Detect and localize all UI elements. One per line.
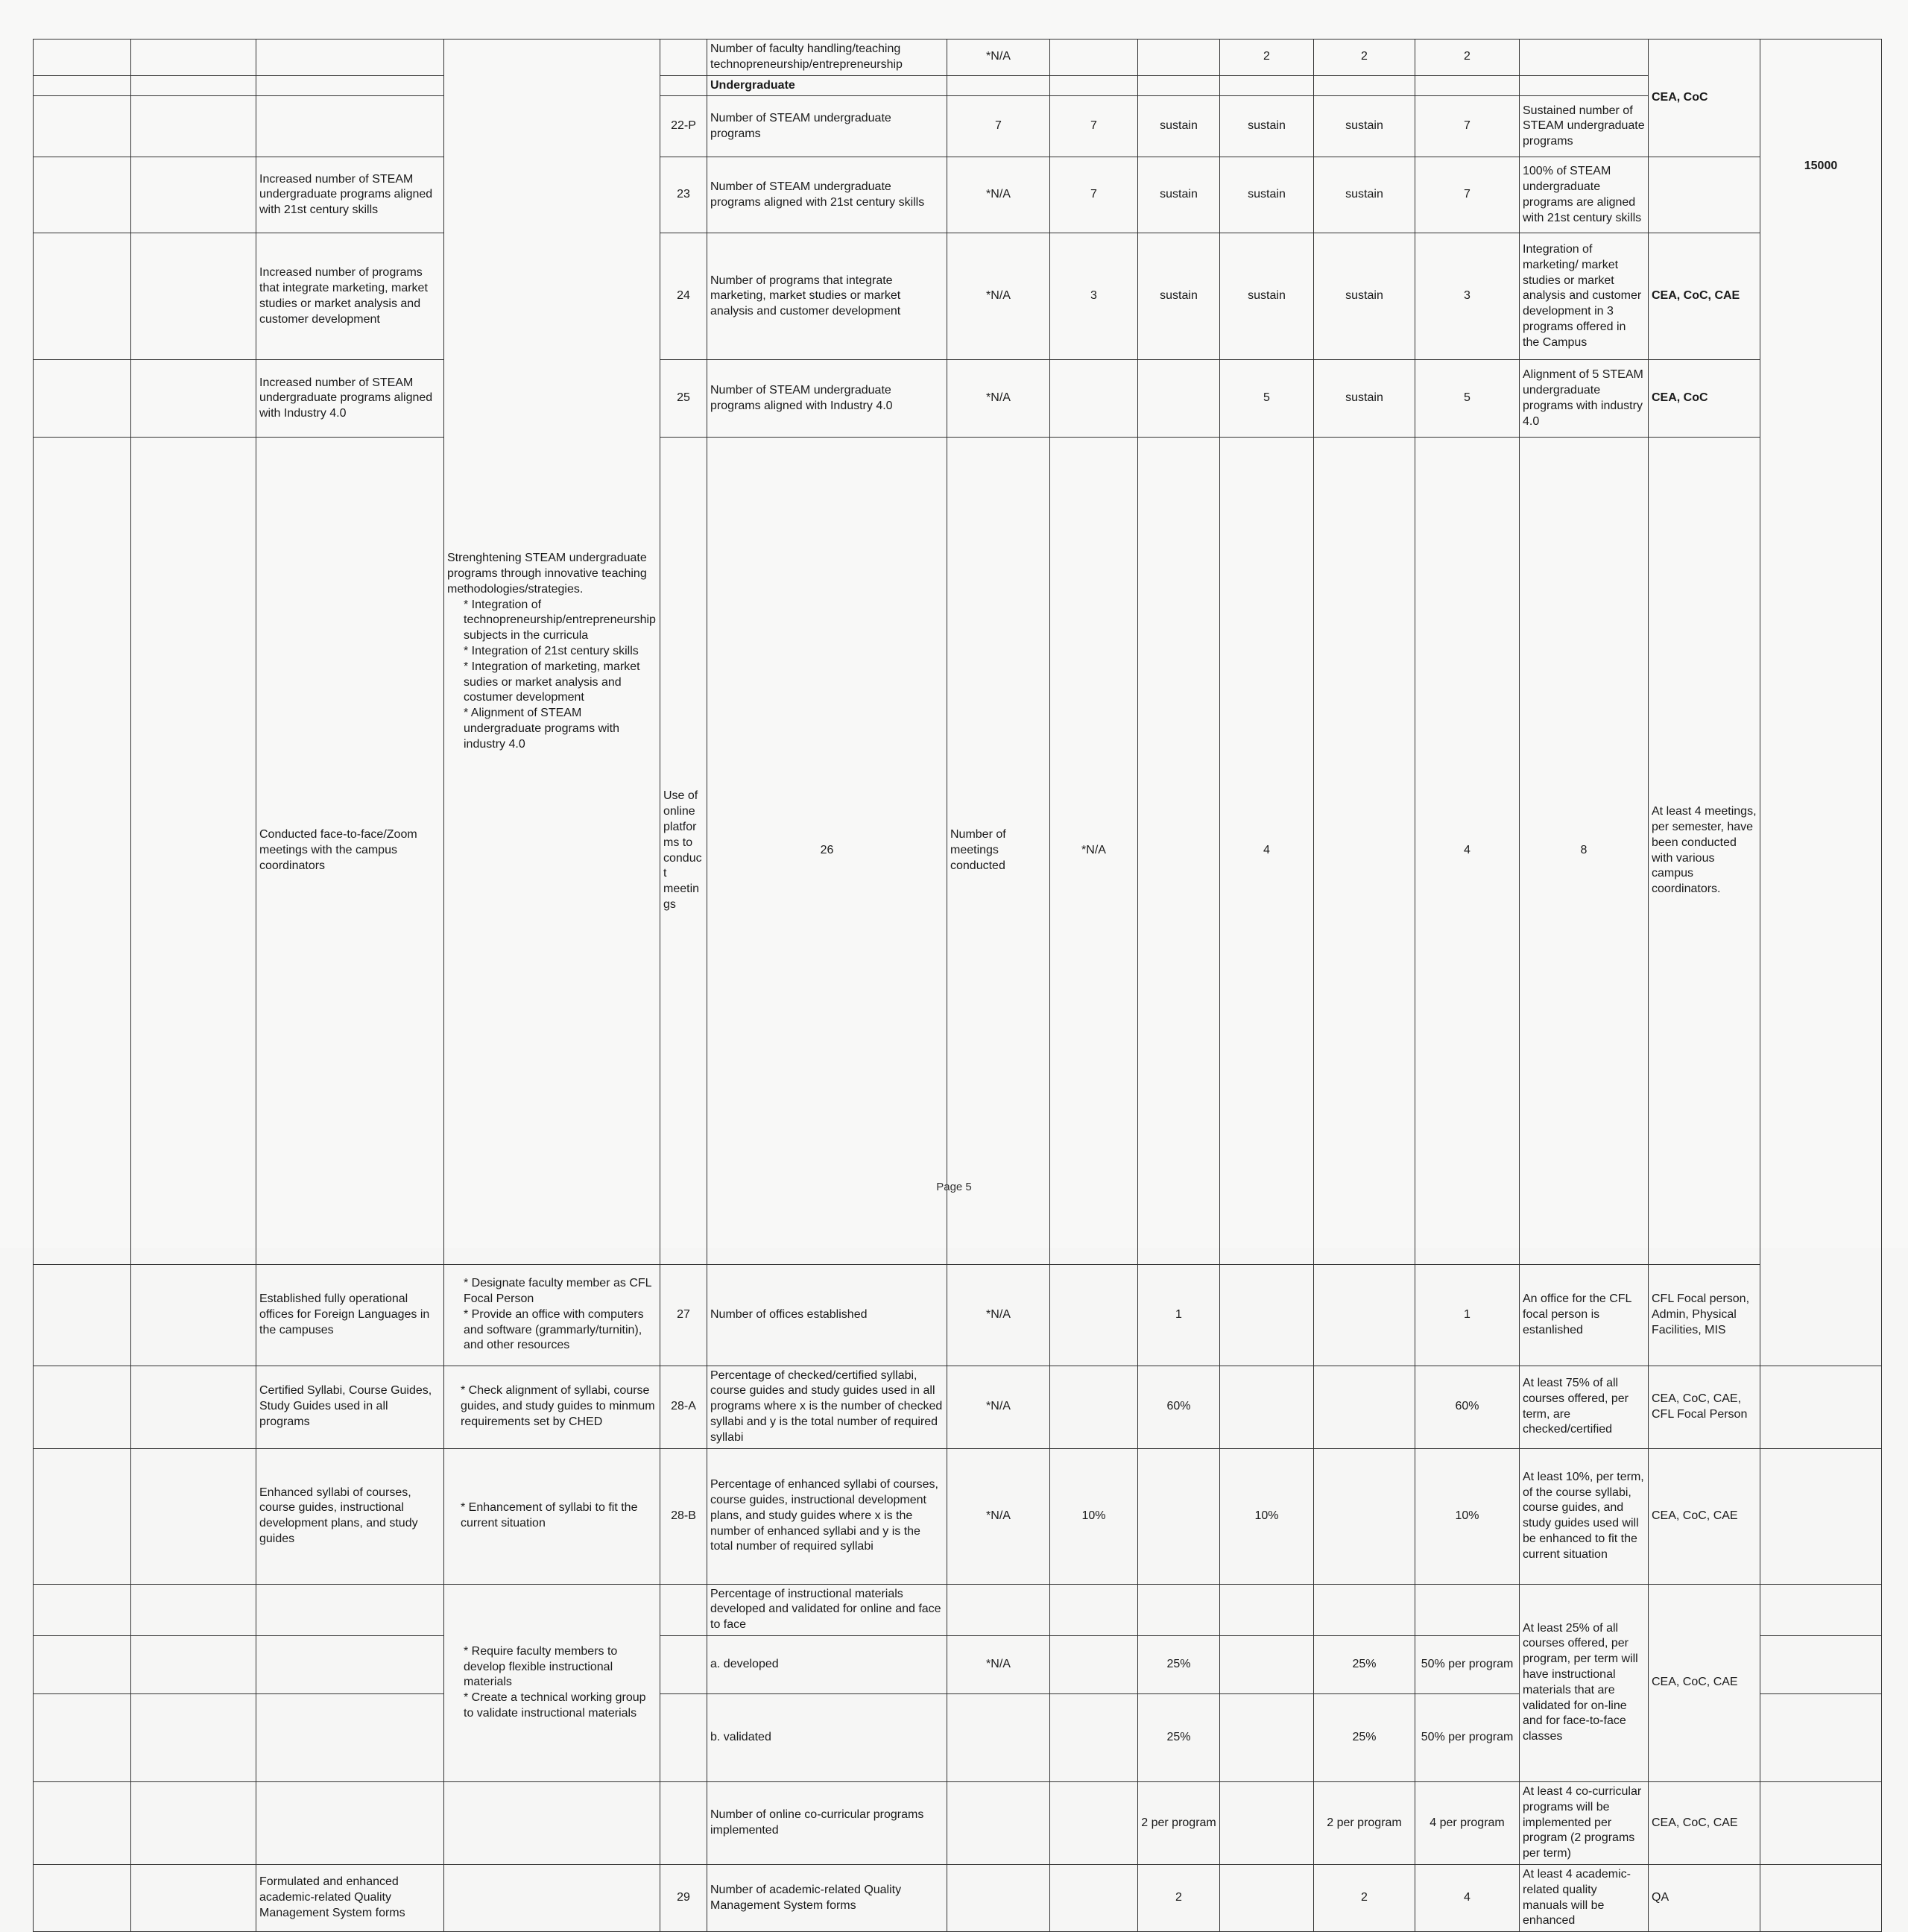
table-row: 22-P Number of STEAM undergraduate programs 7 7 sustain sustain sustain 7 Sustained number of STEAM undergraduate programs xyxy=(34,96,1882,157)
table-row: Enhanced syllabi of courses, course guides, instructional development plans, and study guides * Enhancement of syllabi to fit the current situation 28-B Percentage of enhanced syllabi of courses, course guides, instructional development plans, and study guides where x is the number of enhanced syllabi and y is the total number of required syllabi *N/A 10% 10% 10% At least 10%, per term, of the course syllabi, course guides, and study guides used will be enhanced to fit the current situation CEA, CoC, CAE xyxy=(34,1448,1882,1584)
table-row: Increased number of STEAM undergraduate programs aligned with 21st century skills 23 Number of STEAM undergraduate programs aligned with 21st century skills *N/A 7 sustain sustain sustain 7 100% of STEAM undergraduate programs are aligned with 21st century skills xyxy=(34,157,1882,233)
table-row: b. validated 25% 25% 50% per program xyxy=(34,1694,1882,1782)
table-row: Strenghtening STEAM undergraduate programs through innovative teaching methodologies/strategies. * Integration of technopreneurship/entrepreneurship subjects in the curricula * Integration of 21st century skills * Integration of marketing, market sudies or market analysis and costumer development * Alignment of STEAM undergraduate programs with industry 4.0 Number of faculty handling/teaching technopreneurship/entrepreneurship *N/A 2 2 2 CEA, CoC 15000 xyxy=(34,40,1882,76)
table-row xyxy=(34,75,1882,96)
table-row: a. developed *N/A 25% 25% 50% per program xyxy=(34,1636,1882,1694)
strategy-steam: Strenghtening STEAM undergraduate programs through innovative teaching methodologies/strategies. * Integration of technopreneurship/entrepreneurship subjects in the curricula * Integration of 21st century skills * Integration of marketing, market sudies or market analysis and costumer development * Alignment of STEAM undergraduate programs with industry 4.0 xyxy=(444,40,660,1265)
table-row: Certified Syllabi, Course Guides, Study Guides used in all programs * Check alignment of syllabi, course guides, and study guides to minmum requirements set by CHED 28-A Percentage of checked/certified syllabi, course guides and study guides used in all programs where x is the number of checked syllabi and y is the total number of required syllabi *N/A 60% 60% At least 75% of all courses offered, per term, are checked/certified CEA, CoC, CAE, CFL Focal Person xyxy=(34,1366,1882,1448)
table-row: Increased number of STEAM undergraduate programs aligned with Industry 4.0 25 Number of STEAM undergraduate programs aligned with Industry 4.0 *N/A 5 sustain 5 Alignment of 5 STEAM undergraduate programs with industry 4.0 CEA, CoC xyxy=(34,360,1882,438)
section-heading: Undergraduate xyxy=(707,75,947,96)
indicator: Number of faculty handling/teaching technopreneurship/entrepreneurship xyxy=(707,40,947,76)
table-row: Established fully operational offices for Foreign Languages in the campuses * Designate faculty member as CFL Focal Person * Provide an office with computers and software (grammarly/turnitin), and other resources 27 Number of offices established *N/A 1 1 An office for the CFL focal person is estanlished CFL Focal person, Admin, Physical Facilities, MIS xyxy=(34,1264,1882,1366)
table-row: Increased number of programs that integrate marketing, market studies or market analysis and customer development 24 Number of programs that integrate marketing, market studies or market analysis and customer development *N/A 3 sustain sustain sustain 3 Integration of marketing/ market studies or market analysis and customer development in 3 programs offered in the Campus CEA, CoC, CAE xyxy=(34,233,1882,360)
table-row: Conducted face-to-face/Zoom meetings with the campus coordinators Use of online platforms to conduct meetings 26 Number of meetings conducted *N/A 4 4 8 At least 4 meetings, per semester, have been conducted with various campus coordinators. xyxy=(34,438,1882,1264)
responsible-unit: CEA, CoC xyxy=(1649,40,1760,157)
table-row: * Require faculty members to develop flexible instructional materials * Create a technical working group to validate instructional materials Percentage of instructional materials developed and validated for online and face to face At least 25% of all courses offered, per program, per term will have instructional materials that are validated for on-line and for face-to-face classes CEA, CoC, CAE xyxy=(34,1584,1882,1635)
baseline: *N/A xyxy=(947,40,1050,76)
page-number: Page 5 xyxy=(936,1181,972,1193)
budget: 15000 xyxy=(1760,40,1882,1366)
table-row: Number of online co-curricular programs implemented 2 per program 2 per program 4 per program At least 4 co-curricular programs will be implemented per program (2 programs per term) CEA, CoC, CAE xyxy=(34,1782,1882,1865)
table-row: Formulated and enhanced academic-related Quality Management System forms 29 Number of academic-related Quality Management System forms 2 2 4 At least 4 academic-related quality manuals will be enhanced QA xyxy=(34,1864,1882,1931)
operational-plan-table xyxy=(33,39,1882,1932)
